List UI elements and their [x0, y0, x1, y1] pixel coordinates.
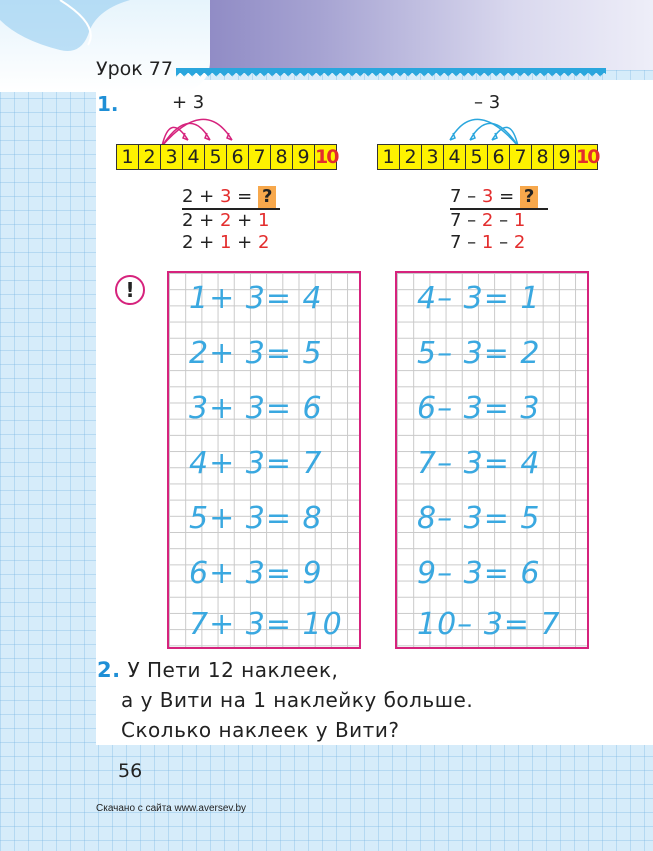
handwritten-equation: 10– 3= 7	[417, 607, 561, 642]
number-cell: 3	[421, 144, 444, 170]
right-subtraction-table	[395, 271, 589, 649]
task2-line: а у Вити на 1 наклейку больше.	[121, 688, 474, 712]
handwritten-equation: 3+ 3= 6	[189, 391, 323, 426]
number-cell: 1	[116, 144, 139, 170]
expression-row: 7 – 2 – 1	[450, 210, 526, 231]
number-cell: 1	[377, 144, 400, 170]
handwritten-equation: 4+ 3= 7	[189, 446, 323, 481]
expression-row: 2 + 2 + 1	[182, 210, 270, 231]
page-number: 56	[118, 760, 143, 782]
number-cell: 6	[487, 144, 510, 170]
task2-block	[97, 655, 473, 745]
task2-line: Сколько наклеек у Вити?	[121, 718, 400, 742]
handwritten-equation: 8– 3= 5	[417, 501, 541, 536]
number-cell: 5	[204, 144, 227, 170]
task2-number: 2.	[97, 658, 121, 682]
handwritten-equation: 9– 3= 6	[417, 556, 541, 591]
left-expression-block	[182, 186, 280, 254]
handwritten-equation: 1+ 3= 4	[189, 281, 323, 316]
attention-icon: !	[115, 275, 145, 305]
question-box: ?	[258, 186, 276, 208]
number-cell: 4	[443, 144, 466, 170]
left-addition-table	[167, 271, 361, 649]
handwritten-equation: 6– 3= 3	[417, 391, 541, 426]
task2-line: 2. У Пети 12 наклеек,	[97, 658, 339, 682]
right-operation-label: – 3	[474, 92, 501, 113]
number-cell: 7	[509, 144, 532, 170]
expression-row: 7 – 3 = ?	[450, 186, 548, 208]
handwritten-equation: 2+ 3= 5	[189, 336, 323, 371]
number-cell: 8	[270, 144, 293, 170]
expression-row: 7 – 1 – 2	[450, 232, 526, 253]
left-operation-label: + 3	[172, 92, 205, 113]
number-cell: 10	[576, 146, 599, 168]
number-cell: 5	[465, 144, 488, 170]
number-cell: 8	[531, 144, 554, 170]
number-cell: 4	[182, 144, 205, 170]
handwritten-equation: 6+ 3= 9	[189, 556, 323, 591]
handwritten-equation: 7+ 3= 10	[189, 607, 343, 642]
expression-row: 2 + 3 = ?	[182, 186, 280, 208]
lesson-title: Урок 77	[96, 58, 173, 80]
number-cell: 6	[226, 144, 249, 170]
handwritten-equation: 7– 3= 4	[417, 446, 541, 481]
handwritten-equation: 5– 3= 2	[417, 336, 541, 371]
expression-row: 2 + 1 + 2	[182, 232, 270, 253]
left-number-line	[117, 144, 337, 170]
handwritten-equation: 4– 3= 1	[417, 281, 541, 316]
number-cell: 2	[138, 144, 161, 170]
question-box: ?	[520, 186, 538, 208]
task1-number: 1.	[97, 92, 119, 116]
page-curl-icon	[0, 0, 140, 60]
number-cell: 10	[315, 146, 338, 168]
right-expression-block	[450, 186, 548, 254]
number-cell: 3	[160, 144, 183, 170]
number-cell: 2	[399, 144, 422, 170]
source-note: Скачано с сайта www.aversev.by	[96, 803, 247, 814]
number-cell: 9	[553, 144, 576, 170]
number-cell: 7	[248, 144, 271, 170]
number-cell: 9	[292, 144, 315, 170]
handwritten-equation: 5+ 3= 8	[189, 501, 323, 536]
header-zigzag	[176, 73, 606, 79]
right-number-line	[378, 144, 598, 170]
